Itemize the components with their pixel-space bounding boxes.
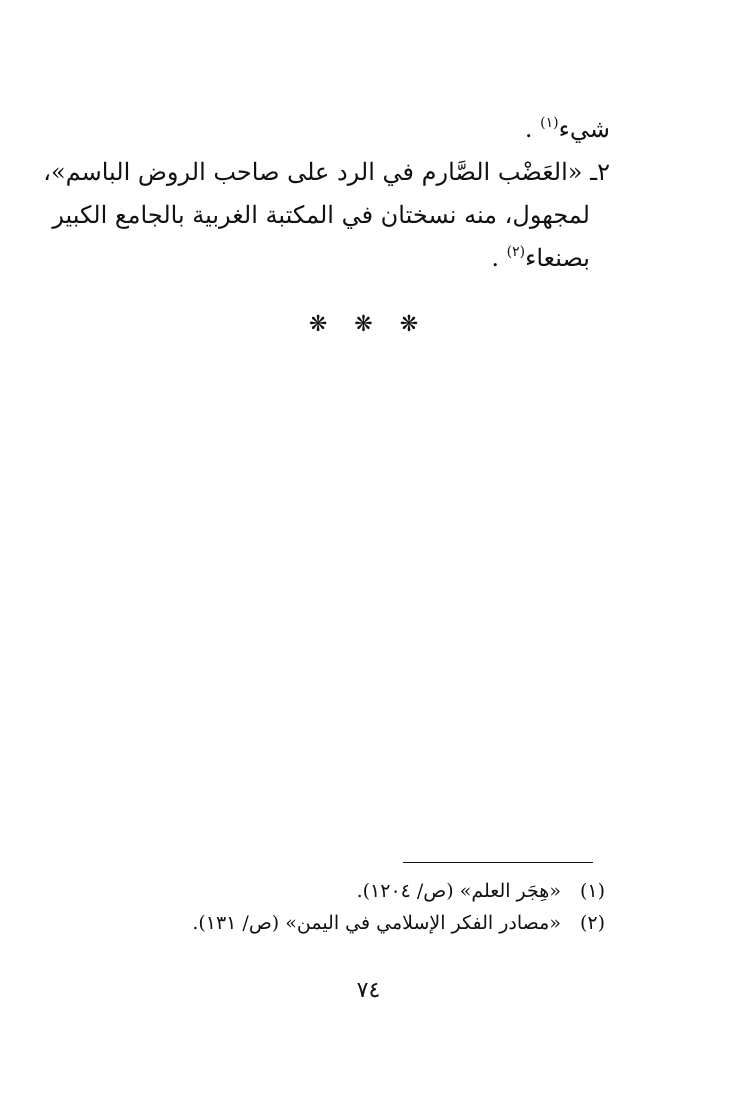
body-line-1-text: شيء (558, 115, 610, 143)
page-number: ٧٤ (356, 978, 381, 1003)
footnotes (150, 875, 605, 939)
list-item-2-line-3-end: . (491, 244, 507, 272)
body-line-1-end: . (524, 115, 541, 143)
body-line-1 (70, 108, 610, 151)
footnote-2-text: «مصادر الفكر الإسلامي في اليمن» (ص/ ١٣١). (192, 912, 561, 934)
footnote-2-number: (٢) (579, 912, 605, 934)
list-item-2-line-3 (70, 237, 590, 280)
footnote-divider (403, 862, 593, 863)
list-item-2-line-1: ٢ـ «العَضْب الصَّارم في الرد على صاحب الروض الباسم»، (43, 158, 610, 186)
section-separator: ❋ ❋ ❋ (308, 312, 429, 337)
footnote-ref-2: (٢) (506, 244, 526, 260)
footnote-2 (150, 907, 605, 939)
list-item-2-line-3-text: بصنعاء (525, 244, 590, 272)
footnote-1-number: (١) (579, 880, 605, 902)
footnote-ref-1: (١) (540, 115, 559, 131)
footnote-1-text: «هِجَر العلم» (ص/ ١٢٠٤). (356, 880, 561, 902)
footnote-1 (150, 875, 605, 907)
body-text (43, 108, 610, 280)
list-item-2-line-2: لمجهول، منه نسختان في المكتبة الغربية بالجامع الكبير (52, 201, 590, 229)
